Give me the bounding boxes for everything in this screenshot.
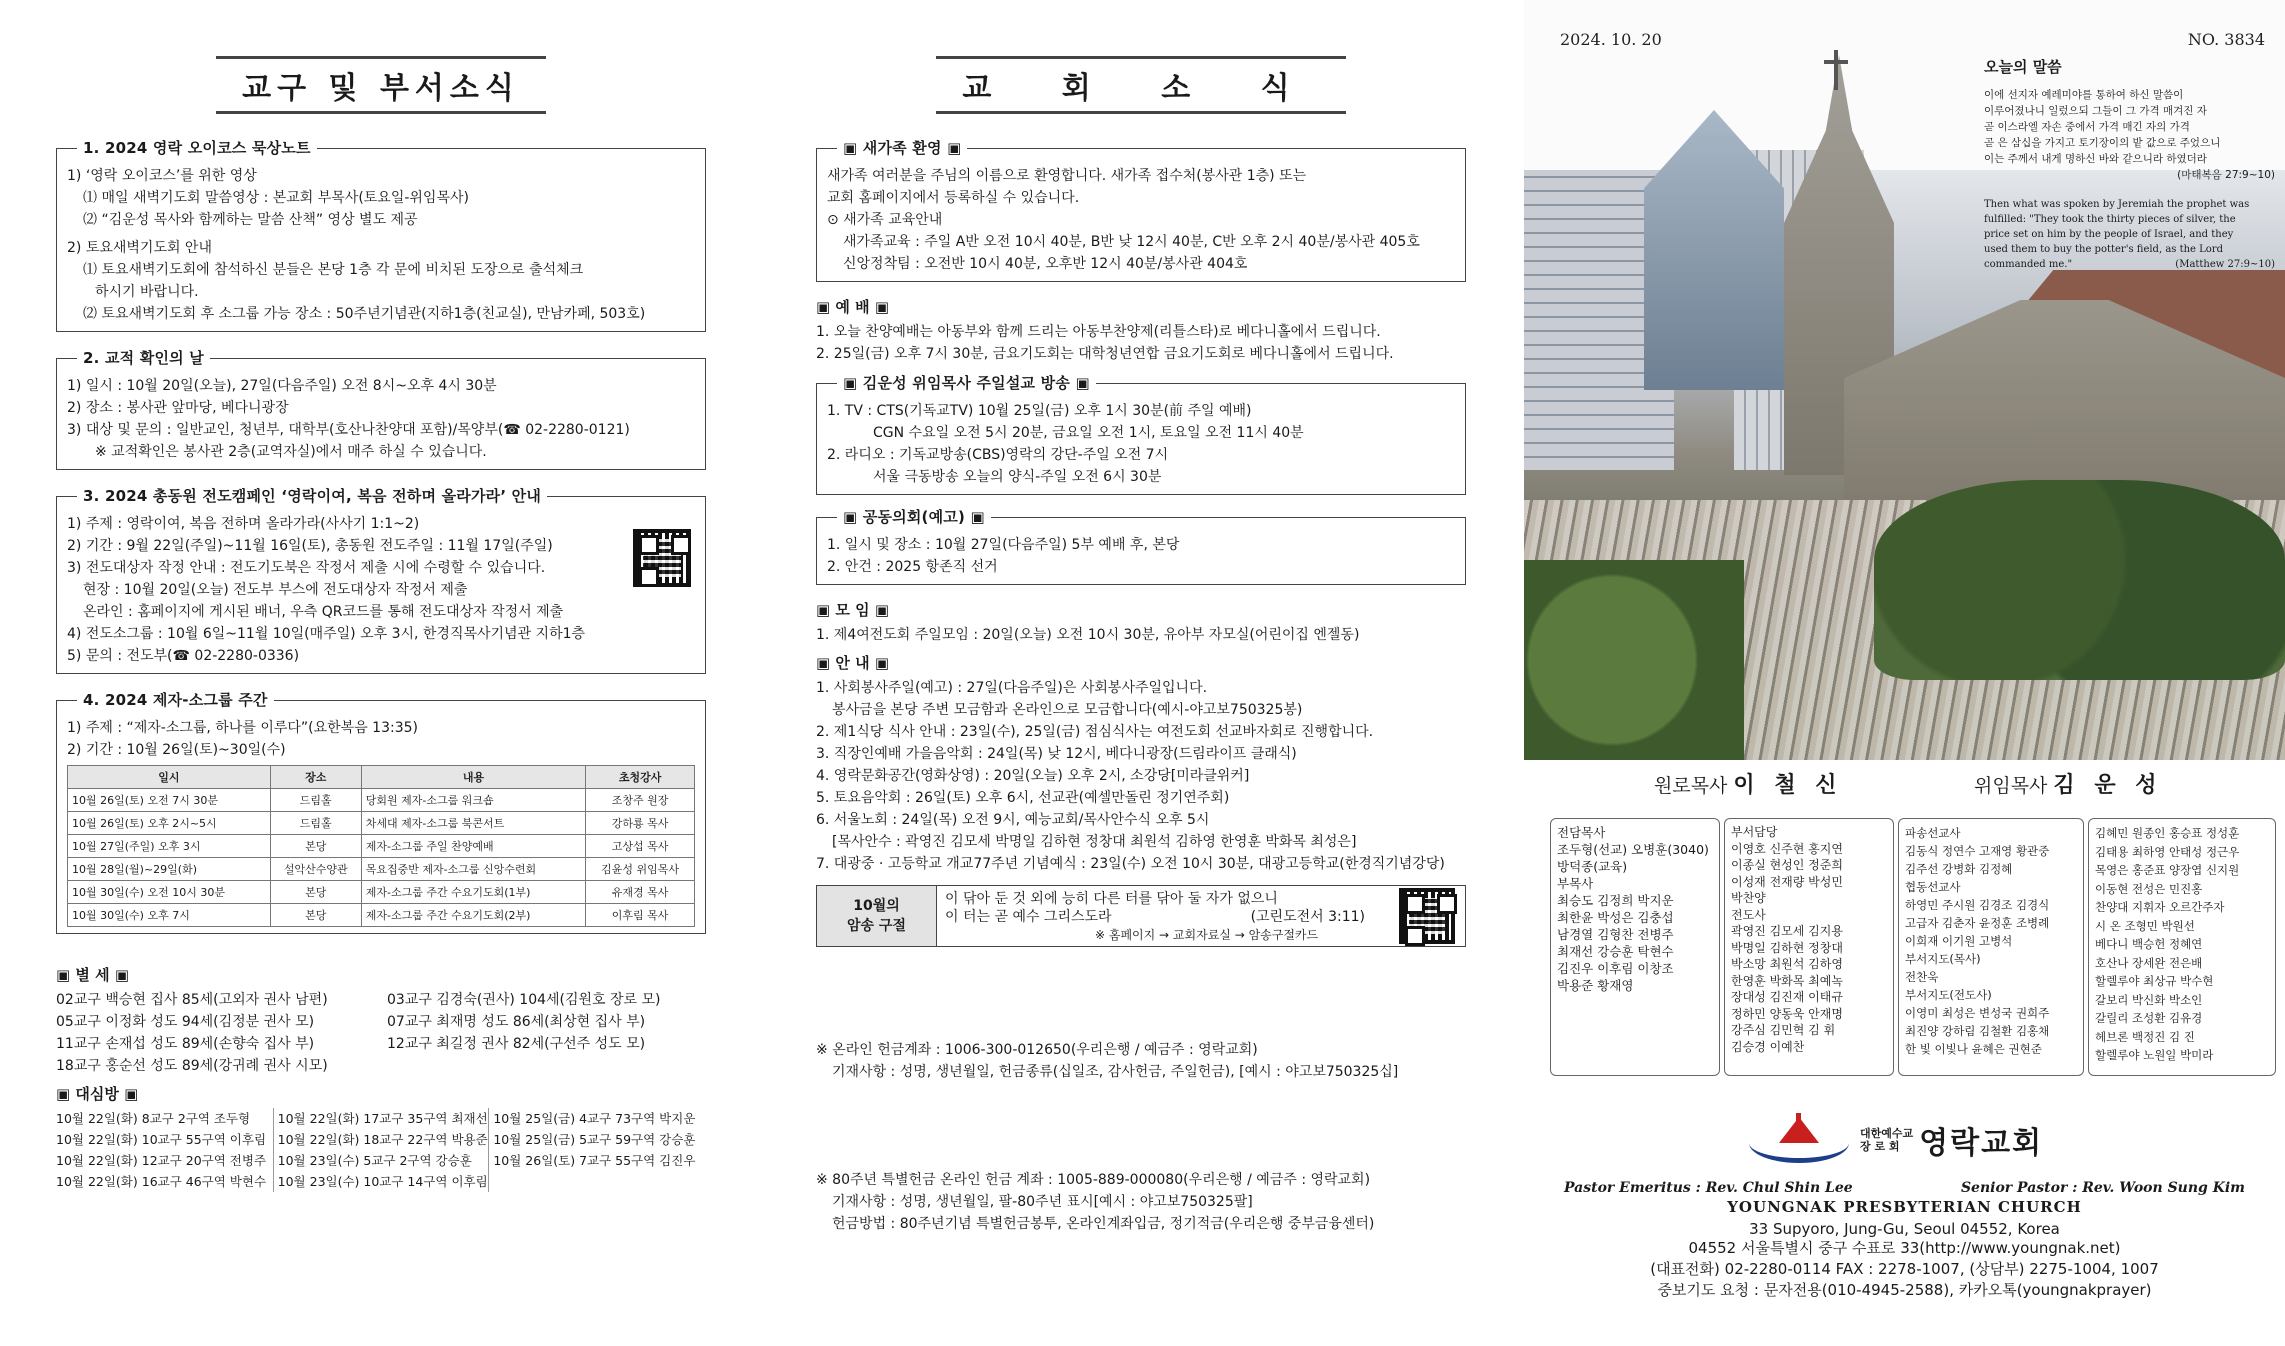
pastors-line: 원로목사 이 철 신 위임목사 김 운 성 bbox=[1654, 773, 2163, 798]
todays-verse: 오늘의 말씀 이에 선지자 예레미야를 통하여 하신 말씀이 이루어졌나니 일렀으되 그들이 그 가격 매겨진 자 곧 이스라엘 자손 중에서 가격 매긴 자의 가격 곧 은 삼십을 가지고 토기장이의 밭 값으로 주었으니 이는 주께서 내게 명하신 바와 같으니라 하였더라 (마태복음 27:9~10) Then what was spoken by Jeremiah the prophet was fulfilled: "They took the thirty pieces of silver, the price set on him by the people of Israel, and they used them to buy the potter's field, as the Lord commanded me." (Matthew 27:9~10) bbox=[1984, 58, 2275, 270]
meeting-section: ▣ 모 임 ▣ 1. 제4여전도회 주일모임 : 20일(오늘) 오전 10시 30분, 유아부 자모실(어린이집 엔젤동) bbox=[816, 599, 1466, 646]
disciple-week-table bbox=[67, 765, 695, 927]
church-website-link[interactable]: 04552 서울특별시 중구 수표로 33(http://www.youngnak.net) bbox=[1688, 1239, 2121, 1257]
table-row: 10월 28일(월)~29일(화) 설악산수양관 목요집중반 제자-소그룹 신앙수련회 김윤성 위임목사 bbox=[68, 858, 695, 881]
visitation-heading: ▣ 대심방 ▣ bbox=[56, 1083, 706, 1104]
staff-box-departments: 부서담당 이영호 신주현 홍지연 이종실 현성인 정준희 이성재 전재량 박성민 박찬양 전도사 곽영진 김모세 김지용 박명일 김하현 정창대 박소망 최원석 김하영 한영훈 박화목 최예녹 장대성 김진재 이태규 정하민 양동욱 안재명 강주심 김민혁 김 휘 김승경 이예찬 bbox=[1724, 818, 1894, 1076]
staff-box-missionaries: 파송선교사 김동식 정연수 고재영 황관중 김주선 강병화 김정혜 협동선교사 하영민 주시원 김경조 김경식 고급자 김춘자 윤정훈 조병례 이희재 이기원 고병석 부서지도(목사) 전찬욱 부서지도(전도사) 이영미 최성은 변성국 권희주 최진양 강하림 김철환 김홍채 한 빛 이빛나 윤혜은 권현준 bbox=[1898, 818, 2084, 1076]
church-news-column bbox=[816, 56, 1466, 1336]
obituary-section: ▣ 별 세 ▣ 02교구 백승현 집사 85세(고외자 권사 남편) 05교구 이정화 성도 94세(김정분 권사 모) 11교구 손재섭 성도 89세(손향숙 집사 부) 18교구 홍순선 성도 89세(강귀례 권사 시모) 03교구 김경숙(권사) 104세(김원호 장로 모) 07교구 최재명 성도 86세(최상현 집사 부) 12교구 최길정 권사 82세(구선주 성도 모) bbox=[56, 964, 706, 1077]
verse-title: 오늘의 말씀 bbox=[1984, 58, 2062, 76]
church-news-title: 교 회 소 식 bbox=[936, 56, 1345, 114]
evangelism-qr-code[interactable] bbox=[633, 529, 691, 587]
oikos-section: 1. 2024 영락 오이코스 묵상노트 1) ‘영락 오이코스’를 위한 영상 ⑴ 매일 새벽기도회 말씀영상 : 본교회 부목사(토요일-위임목사) ⑵ “김운성 목사와 함께하는 말씀 산책” 영상 별도 제공 2) 토요새벽기도회 안내 ⑴ 토요새벽기도회에 참석하신 분들은 본당 1층 각 문에 비치된 도장으로 출석체크 하시기 바랍니다. ⑵ 토요새벽기도회 후 소그룹 가능 장소 : 50주년기념관(지하1층(친교실), 만남카페, 503호) bbox=[56, 148, 706, 332]
table-row: 10월 30일(수) 오전 10시 30분 본당 제자-소그룹 주간 수요기도회(1부) 유재경 목사 bbox=[68, 881, 695, 904]
obituary-heading: ▣ 별 세 ▣ bbox=[56, 964, 706, 985]
staff-directory bbox=[1550, 818, 2285, 1076]
table-row: 10월 26일(토) 오전 7시 30분 드림홀 당회원 제자-소그룹 워크숍 조창주 원장 bbox=[68, 789, 695, 812]
cover-column bbox=[1524, 0, 2285, 1346]
online-offering: ※ 온라인 헌금계좌 : 1006-300-012650(우리은행 / 예금주 : 영락교회) 기재사항 : 성명, 생년월일, 헌금종류(십일조, 감사헌금, 주일헌금), [예시 : 야고보750325십] bbox=[816, 1042, 1399, 1080]
memory-verse-box: 10월의 암송 구절 이 닦아 둔 것 외에 능히 다른 터를 닦아 둘 자가 없으니 이 터는 곧 예수 그리스도라 (고린도전서 3:11) ※ 홈페이지 → 교회자료실 → 암송구절카드 bbox=[816, 885, 1466, 947]
evangelism-heading: 3. 2024 총동원 전도캠페인 ‘영락이여, 복음 전하며 올라가라’ 안내 bbox=[77, 485, 547, 506]
visitation-section: ▣ 대심방 ▣ 10월 22일(화) 8교구 2구역 조두형 10월 22일(화) 10교구 55구역 이후림 10월 22일(화) 12교구 20구역 전병주 10월 22일(화) 16교구 46구역 박현수 10월 22일(화) 17교구 35구역 최재선 10월 22일(화) 18교구 22구역 박용준 10월 23일(수) 5교구 2구역 강승훈 10월 23일(수) 10교구 14구역 이후림 10월 25일(금) 4교구 73구역 박지운 10월 25일(금) 5교구 59구역 강승훈 10월 26일(토) 7교구 55구역 김진우 bbox=[56, 1083, 706, 1192]
church-emblem-icon bbox=[1744, 1113, 1854, 1167]
worship-heading: ▣ 예 배 ▣ bbox=[816, 296, 1466, 317]
notice-section: ▣ 안 내 ▣ 1. 사회봉사주일(예고) : 27일(다음주일)은 사회봉사주일입니다. 봉사금을 본당 주변 모금함과 온라인으로 모금합니다(예시-야고보750325봉) 2. 제1식당 식사 안내 : 23일(수), 25일(금) 점심식사는 여전도회 선교바자회로 진행합니다. 3. 직장인예배 가을음악회 : 24일(목) 낮 12시, 베다니광장(드림라이프 클래식) 4. 영락문화공간(영화상영) : 20일(오늘) 오후 2시, 소강당[미라클위커] 5. 토요음악회 : 26일(토) 오후 6시, 선교관(예셀만돌린 정기연주회) 6. 서울노회 : 24일(목) 오전 9시, 예능교회/목사안수식 오후 5시 [목사안수 : 곽영진 김모세 박명일 김하현 정창대 최원석 김하영 한영훈 박화목 최성은] 7. 대광중 · 고등학교 개교77주년 기념예식 : 23일(수) 오전 10시 30분, 대광고등학교(한경직기념강당) bbox=[816, 652, 1466, 875]
broadcast-section: ▣ 김운성 위임목사 주일설교 방송 ▣ 1. TV : CTS(기독교TV) 10월 25일(금) 오후 1시 30분(前 주일 예배) CGN 수요일 오전 5시 20분, 금요일 오전 1시, 토요일 오전 11시 40분 2. 라디오 : 기독교방송(CBS)영락의 강단-주일 오전 7시 서울 극동방송 오늘의 양식-주일 오전 6시 30분 bbox=[816, 383, 1466, 495]
notice-heading: ▣ 안 내 ▣ bbox=[816, 652, 1466, 673]
anniversary-offering: ※ 80주년 특별헌금 온라인 헌금 계좌 : 1005-889-000080(우리은행 / 예금주 : 영락교회) 기재사항 : 성명, 생년월일, 팔-80주년 표시[예시 : 야고보750325팔] 헌금방법 : 80주년기념 특별헌금봉투, 온라인계좌입금, 정기적금(우리은행 중부금융센터) bbox=[816, 1172, 1375, 1232]
staff-box-choirs: 김혜민 원종인 홍승표 정성훈 김태용 최하영 안태성 정근우 목영은 홍준표 양장엽 신지원 이동현 전성은 민진홍 찬양대 지휘자 오르간주자 시 온 조형민 박원선 베다니 백승헌 정혜연 호산나 장세완 전은배 할렐루야 최상규 박수현 갈보리 박신화 박소인 갈릴리 조성환 김유경 헤브론 백정진 김 진 할렐루야 노원일 박미라 bbox=[2088, 818, 2276, 1076]
evangelism-section: 3. 2024 총동원 전도캠페인 ‘영락이여, 복음 전하며 올라가라’ 안내 1) 주제 : 영락이여, 복음 전하며 올라가라(사사기 1:1~2) 2) 기간 : 9월 22일(주일)~11월 16일(토), 총동원 전도주일 : 11월 17일(주일) 3) 전도대상자 작정 안내 : 전도기도북은 작정서 제출 시에 수령할 수 있습니다. 현장 : 10월 20일(오늘) 전도부 부스에 전도대상자 작정서 제출 온라인 : 홈페이지에 게시된 배너, 우측 QR코드를 통해 전도대상자 작정서 제출 4) 전도소그룹 : 10월 6일~11월 10일(매주일) 오후 3시, 한경직목사기념관 지하1층 5) 문의 : 전도부(☎ 02-2280-0336) bbox=[56, 496, 706, 674]
table-header-row: 일시 장소 내용 초청강사 bbox=[68, 766, 695, 789]
meeting-heading: ▣ 모 임 ▣ bbox=[816, 599, 1466, 620]
membership-check-heading: 2. 교적 확인의 날 bbox=[77, 347, 210, 368]
table-row: 10월 30일(수) 오후 7시 본당 제자-소그룹 주간 수요기도회(2부) 이후림 목사 bbox=[68, 904, 695, 927]
disciple-week-heading: 4. 2024 제자-소그룹 주간 bbox=[77, 689, 274, 710]
church-name-logo: 영락교회 bbox=[1919, 1126, 2044, 1161]
church-logo: 대한예수교 장 로 회 영락교회 bbox=[1744, 1110, 2084, 1170]
district-news-column bbox=[56, 56, 706, 1336]
congregation-meeting-heading: ▣ 공동의회(예고) ▣ bbox=[837, 506, 991, 527]
table-row: 10월 26일(토) 오후 2시~5시 드림홀 차세대 제자-소그룹 북콘서트 강하룡 목사 bbox=[68, 812, 695, 835]
broadcast-heading: ▣ 김운성 위임목사 주일설교 방송 ▣ bbox=[837, 372, 1096, 393]
church-contact-info: Pastor Emeritus : Rev. Chul Shin Lee Senior Pastor : Rev. Woon Sung Kim YOUNGNAK PRESBYTERIAN CHURCH 33 Supyoro, Jung-Gu, Seoul 04552, Korea 04552 서울특별시 중구 수표로 33(http://www.youngnak.net) (대표전화) 02-2280-0114 FAX : 2278-1007, (상담부) 2275-1004, 1007 중보기도 요청 : 문자전용(010-4945-2588), 카카오톡(youngnakprayer) bbox=[1524, 1180, 2285, 1301]
memory-verse-qr-code[interactable] bbox=[1399, 888, 1455, 944]
district-news-title: 교구 및 부서소식 bbox=[216, 56, 546, 114]
staff-box-pastors: 전담목사 조두형(선교) 오병훈(3040) 방덕종(교육) 부목사 최승도 김정희 박지운 최한윤 박성은 김충섭 남경열 김형찬 전병주 최재선 강승훈 탁현수 김진우 이후림 이창조 박용준 황재영 bbox=[1550, 818, 1720, 1076]
oikos-heading: 1. 2024 영락 오이코스 묵상노트 bbox=[77, 137, 317, 158]
worship-section: ▣ 예 배 ▣ 1. 오늘 찬양예배는 아동부와 함께 드리는 아동부찬양제(리틀스타)로 베다니홀에서 드립니다. 2. 25일(금) 오후 7시 30분, 금요기도회는 대학청년연합 금요기도회로 베다니홀에서 드립니다. bbox=[816, 296, 1466, 365]
new-family-heading: ▣ 새가족 환영 ▣ bbox=[837, 137, 967, 158]
disciple-week-section: 4. 2024 제자-소그룹 주간 1) 주제 : “제자-소그룹, 하나를 이루다”(요한복음 13:35) 2) 기간 : 10월 26일(토)~30일(수) 일시 장소 내용 초청강사 10월 26일(토) 오전 7시 30분 드림홀 당회원 제자-소그룹 워크숍 조창주 원장 10월 26일(토) 오후 2시~5시 드림홀 차세대 제자-소그룹 북콘서트 강하룡 목사 10월 27일(주일) 오후 3시 본당 제자-소그룹 주일 찬양예배 고상섭 목사 10월 28일(월)~29일(화) 설악산수양관 목요집중반 제자-소그룹 신앙수련회 김윤성 위임목사 10월 30일(수) 오전 10시 30분 본당 제자-소그룹 주간 수요기도회(1부) 유재경 목사 10월 30일(수) 오후 7시 본당 제자-소그룹 주간 수요기도회(2부) 이후림 목사 bbox=[56, 700, 706, 934]
table-row: 10월 27일(주일) 오후 3시 본당 제자-소그룹 주일 찬양예배 고상섭 목사 bbox=[68, 835, 695, 858]
issue-date: 2024. 10. 20 bbox=[1560, 30, 1662, 49]
congregation-meeting-section: ▣ 공동의회(예고) ▣ 1. 일시 및 장소 : 10월 27일(다음주일) 5부 예배 후, 본당 2. 안건 : 2025 항존직 선거 bbox=[816, 517, 1466, 585]
new-family-section: ▣ 새가족 환영 ▣ 새가족 여러분을 주님의 이름으로 환영합니다. 새가족 접수처(봉사관 1층) 또는 교회 홈페이지에서 등록하실 수 있습니다. ⊙ 새가족 교육안내 새가족교육 : 주일 A반 오전 10시 40분, B반 낮 12시 40분, C반 오후 2시 40분/봉사관 405호 신앙정착팀 : 오전반 10시 40분, 오후반 12시 40분/봉사관 404호 bbox=[816, 148, 1466, 282]
membership-check-section: 2. 교적 확인의 날 1) 일시 : 10월 20일(오늘), 27일(다음주일) 오전 8시~오후 4시 30분 2) 장소 : 봉사관 앞마당, 베다니광장 3) 대상 및 문의 : 일반교인, 청년부, 대학부(호산나찬양대 포함)/목양부(☎ 02-2280-0121) ※ 교적확인은 봉사관 2층(교역자실)에서 매주 하실 수 있습니다. bbox=[56, 358, 706, 470]
cross-icon bbox=[1834, 50, 1838, 90]
issue-number: NO. 3834 bbox=[2187, 30, 2265, 49]
